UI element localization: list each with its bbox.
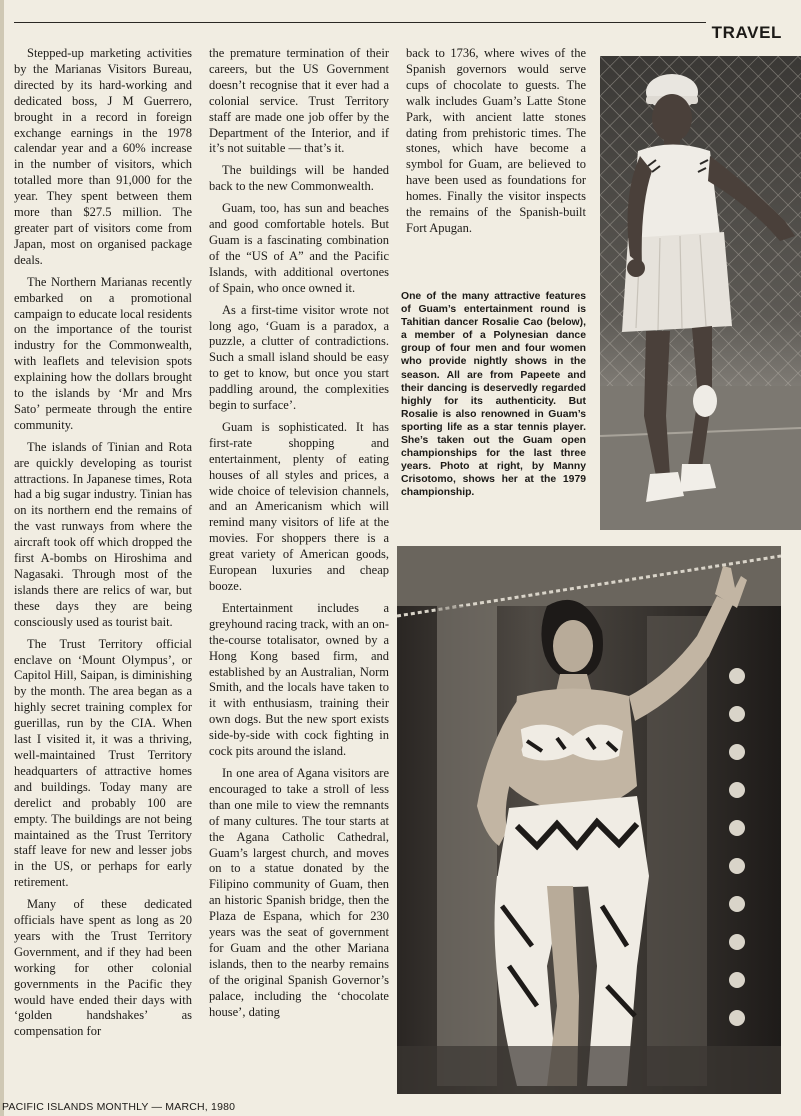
tennis-player-photo xyxy=(600,56,801,530)
article-column-2 xyxy=(209,46,389,1026)
article-column-3 xyxy=(406,46,586,243)
section-label: TRAVEL xyxy=(711,23,782,42)
paragraph: Many of these dedicated officials have spent as long as 20 years with the Trust Territory Government, and if they had been working for other colonial governments in the Pacific they would have ended their days with ‘golden handshakes’ as compensation for xyxy=(14,897,192,1039)
page-edge xyxy=(0,0,4,1116)
paragraph: Guam, too, has sun and beaches and good comfortable hotels. But Guam is a fascinating combination of the “US of A” and the Pacific Islands, with additional overtones of Spain, who once owned it. xyxy=(209,201,389,295)
paragraph: The islands of Tinian and Rota are quickly developing as tourist attractions. In Japanese times, Rota had a big sugar industry. Tinian has on its northern end the remains of the vast runways from where the aircraft took off which dropped the first A-bombs on Hiroshima and Nagasaki. Through most of the islands there are relics of war, but these days they are being consciously used as tourist bait. xyxy=(14,439,192,629)
paragraph: Entertainment includes a greyhound racing track, with an on-the-course totalisator, owned by a Hong Kong based firm, and established by an Australian, Norm Smith, and the locals have taken to it with enthusiasm, training their own dogs. But the new sport exists side-by-side with cock fighting in cock pits around the island. xyxy=(209,600,389,759)
page-footer: PACIFIC ISLANDS MONTHLY — MARCH, 1980 xyxy=(2,1101,236,1113)
article-column-1 xyxy=(14,46,192,1046)
paragraph: The buildings will be handed back to the new Commonwealth. xyxy=(209,163,389,194)
paragraph: The Northern Marianas recently embarked on a promotional campaign to educate local residents on the importance of the tourist industry for the Commonwealth, with leaflets and television spots explaining how the dollars brought to the islands by ‘Mr and Mrs Sato’ permeate through the entire community. xyxy=(14,274,192,432)
paragraph: the premature termination of their careers, but the US Government doesn’t recognise that it ever had a colonial service. Trust Territory staff are made one job offer by the Department of the Interior, and if it’s not suitable — that’s it. xyxy=(209,46,389,156)
paragraph: Guam is sophisticated. It has first-rate shopping and entertainment, plenty of eating houses of all styles and prices, a wide choice of television channels, and an Americanism which will remind many visitors of life at the movies. For shoppers there is a great variety of American goods, European luxuries and cheap booze. xyxy=(209,419,389,593)
header-rule xyxy=(14,22,706,23)
paragraph: back to 1736, where wives of the Spanish governors would serve cups of chocolate to guests. The walk includes Guam’s Latte Stone Park, with ancient latte stones dating from prehistoric times. The stones, which have become a symbol for Guam, are believed to have been used as foundations for homes. Finally the visitor inspects the remains of the Spanish-built Fort Apugan. xyxy=(406,46,586,235)
paragraph: In one area of Agana visitors are encouraged to take a stroll of less than one mile to view the remnants of many cultures. The tour starts at the Agana Catholic Cathedral, Guam’s largest church, and moves on to a statue donated by the Filipino community of Guam, then an historic Spanish bridge, then the Plaza de Espana, which for 230 years was the seat of government for Guam and the other Mariana islands, then to the nearby remains of the original Spanish Governor’s palace, including the ‘chocolate house’, dating xyxy=(209,765,389,1019)
paragraph: As a first-time visitor wrote not long ago, ‘Guam is a paradox, a puzzle, a clutter of contradictions. Such a small island should be easy to get to know, but once you start paddling around, the complexities begin to surface’. xyxy=(209,302,389,413)
paragraph: Stepped-up marketing activities by the Marianas Visitors Bureau, directed by its hard-working and dedicated boss, J M Guerrero, brought in a record in foreign exchange earnings in the 1978 calendar year and a 60% increase in the number of visitors, which totalled more than 91,000 for the year. They spent between them more than $27.5 million. The greater part of visitors come from Japan, most on organised package deals. xyxy=(14,46,192,267)
dancer-photo xyxy=(397,546,781,1094)
paragraph: The Trust Territory official enclave on ‘Mount Olympus’, or Capitol Hill, Saipan, is diminishing by the month. The area began as a highly secret training complex for guerillas, run by the CIA. When last I visited it, it was a thriving, well-maintained Trust Territory headquarters of attractive homes and buildings. Today many are derelict and probably 100 are empty. The buildings are not being maintained as the Trust Territory staff leave for new and lesser jobs in the US, or perhaps for early retirement. xyxy=(14,636,192,890)
photo-caption: One of the many attractive features of Guam’s entertainment round is Tahitian dancer Rosalie Cao (below), a member of a Polynesian dance group of four men and four women who provide nightly shows in the season. All are from Papeete and their dancing is deservedly regarded highly for its authenticity. But Rosalie is also renowned in Guam’s sporting life as a star tennis player. She’s taken out the Guam open championships for the last three years. Photo at right, by Manny Crisotomo, shows her at the 1979 championship. xyxy=(401,291,586,499)
